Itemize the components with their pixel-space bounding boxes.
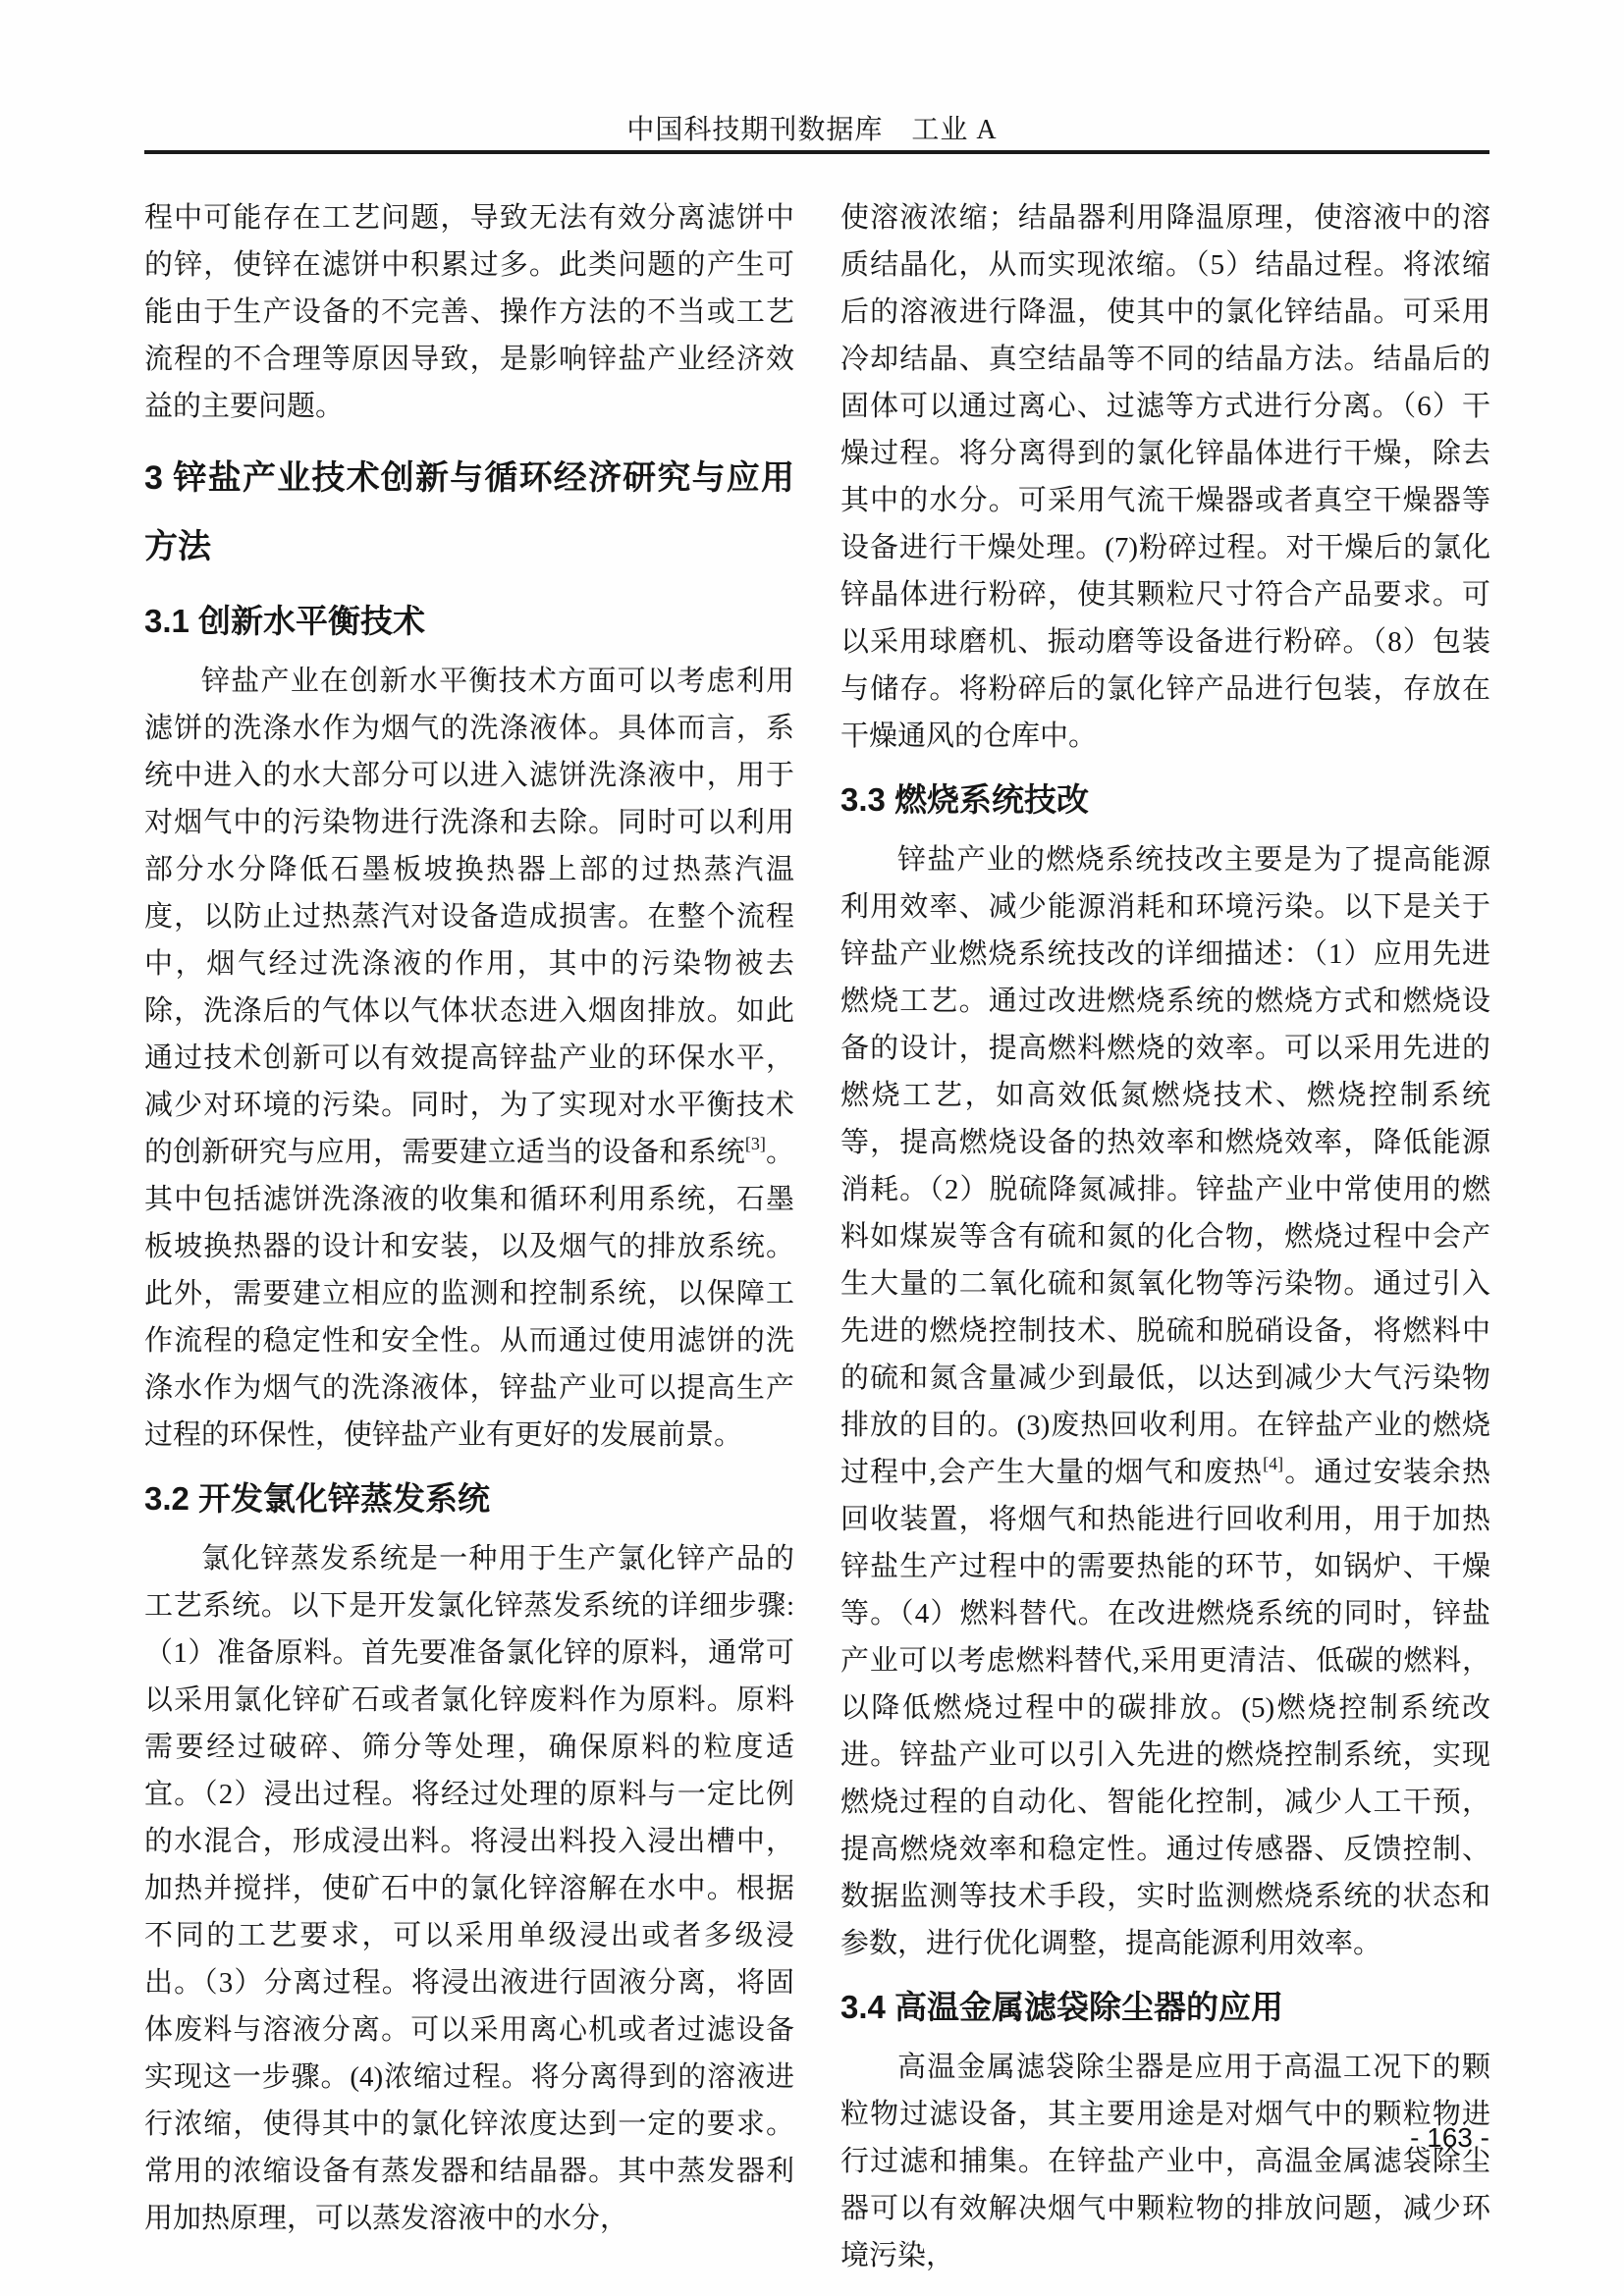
header-divider-rule [144,150,1489,154]
section-3-3-text-pre: 锌盐产业的燃烧系统技改主要是为了提高能源利用效率、减少能源消耗和环境污染。以下是关于锌盐产业燃烧系统技改的详细描述：（1）应用先进燃烧工艺。通过改进燃烧系统的燃烧方式和燃烧设备的设计，提高燃料燃烧的效率。可以采用先进的燃烧工艺，如高效低氮燃烧技术、燃烧控制系统等，提高燃烧设备的热效率和燃烧效率，降低能源消耗。（2）脱硫降氮减排。锌盐产业中常使用的燃料如煤炭等含有硫和氮的化合物，燃烧过程中会产生大量的二氧化硫和氮氧化物等污染物。通过引入先进的燃烧控制技术、脱硫和脱硝设备，将燃料中的硫和氮含量减少到最低，以达到减少大气污染物排放的目的。(3)废热回收利用。在锌盐产业的燃烧过程中,会产生大量的烟气和废热 [840,844,1490,1488]
section-3-4-paragraph: 高温金属滤袋除尘器是应用于高温工况下的颗粒物过滤设备，其主要用途是对烟气中的颗粒物进行过滤和捕集。在锌盐产业中，高温金属滤袋除尘器可以有效解决烟气中颗粒物的排放问题，减少环境污染， [840,2052,1490,2271]
section-3-1-paragraph [144,658,794,1459]
section-3-2-heading: 3.2 开发氯化锌蒸发系统 [144,1480,491,1517]
citation-ref-4: [4] [1263,1454,1284,1473]
continuation-paragraph: 程中可能存在工艺问题，导致无法有效分离滤饼中的锌，使锌在滤饼中积累过多。此类问题的产生可能由于生产设备的不完善、操作方法的不当或工艺流程的不合理等原因导致，是影响锌盐产业经济效益的主要问题。 [144,202,794,422]
journal-header-title: 中国科技期刊数据库 工业 A [626,115,998,145]
section-3-3-paragraph [840,836,1490,1967]
left-column [144,194,794,2242]
section-3-4-heading: 3.4 高温金属滤袋除尘器的应用 [840,1989,1284,2025]
section-3-3-text-post: 。通过安装余热回收装置，将烟气和热能进行回收利用，用于加热锌盐生产过程中的需要热能的环节，如锅炉、干燥等。（4）燃料替代。在改进燃烧系统的同时，锌盐产业可以考虑燃料替代,采用更清洁、低碳的燃料，以降低燃烧过程中的碳排放。(5)燃烧控制系统改进。锌盐产业可以引入先进的燃烧控制系统，实现燃烧过程的自动化、智能化控制，减少人工干预，提高燃烧效率和稳定性。通过传感器、反馈控制、数据监测等技术手段，实时监测燃烧系统的状态和参数，进行优化调整，提高能源利用效率。 [840,1457,1490,1959]
section-3-heading: 3 锌盐产业技术创新与循环经济研究与应用方法 [144,459,794,565]
section-3-1-heading: 3.1 创新水平衡技术 [144,603,426,639]
section-3-2-continuation-paragraph: 使溶液浓缩；结晶器利用降温原理，使溶液中的溶质结晶化，从而实现浓缩。（5）结晶过程。将浓缩后的溶液进行降温，使其中的氯化锌结晶。可采用冷却结晶、真空结晶等不同的结晶方法。结晶后的固体可以通过离心、过滤等方式进行分离。（6）干燥过程。将分离得到的氯化锌晶体进行干燥，除去其中的水分。可采用气流干燥器或者真空干燥器等设备进行干燥处理。(7)粉碎过程。对干燥后的氯化锌晶体进行粉碎，使其颗粒尺寸符合产品要求。可以采用球磨机、振动磨等设备进行粉碎。（8）包装与储存。将粉碎后的氯化锌产品进行包装，存放在干燥通风的仓库中。 [840,202,1490,752]
section-3-3-heading: 3.3 燃烧系统技改 [840,781,1090,818]
page-number: - 163 - [1410,2122,1489,2153]
section-3-2-paragraph: 氯化锌蒸发系统是一种用于生产氯化锌产品的工艺系统。以下是开发氯化锌蒸发系统的详细步骤:（1）准备原料。首先要准备氯化锌的原料，通常可以采用氯化锌矿石或者氯化锌废料作为原料。原料需要经过破碎、筛分等处理，确保原料的粒度适宜。（2）浸出过程。将经过处理的原料与一定比例的水混合，形成浸出料。将浸出料投入浸出槽中，加热并搅拌，使矿石中的氯化锌溶解在水中。根据不同的工艺要求，可以采用单级浸出或者多级浸出。（3）分离过程。将浸出液进行固液分离，将固体废料与溶液分离。可以采用离心机或者过滤设备实现这一步骤。(4)浓缩过程。将分离得到的溶液进行浓缩，使得其中的氯化锌浓度达到一定的要求。常用的浓缩设备有蒸发器和结晶器。其中蒸发器利用加热原理，可以蒸发溶液中的水分， [144,1543,794,2234]
right-column [840,194,1490,2279]
citation-ref-3: [3] [744,1134,766,1153]
section-3-1-text-post: 。其中包括滤饼洗涤液的收集和循环利用系统，石墨板坡换热器的设计和安装，以及烟气的排放系统。此外，需要建立相应的监测和控制系统，以保障工作流程的稳定性和安全性。从而通过使用滤饼的洗涤水作为烟气的洗涤液体，锌盐产业可以提高生产过程的环保性，使锌盐产业有更好的发展前景。 [144,1137,794,1451]
section-3-1-text-pre: 锌盐产业在创新水平衡技术方面可以考虑利用滤饼的洗涤水作为烟气的洗涤液体。具体而言，系统中进入的水大部分可以进入滤饼洗涤液中，用于对烟气中的污染物进行洗涤和去除。同时可以利用部分水分降低石墨板坡换热器上部的过热蒸汽温度，以防止过热蒸汽对设备造成损害。在整个流程中，烟气经过洗涤液的作用，其中的污染物被去除，洗涤后的气体以气体状态进入烟囱排放。如此通过技术创新可以有效提高锌盐产业的环保水平，减少对环境的污染。同时，为了实现对水平衡技术的创新研究与应用，需要建立适当的设备和系统 [144,666,794,1168]
